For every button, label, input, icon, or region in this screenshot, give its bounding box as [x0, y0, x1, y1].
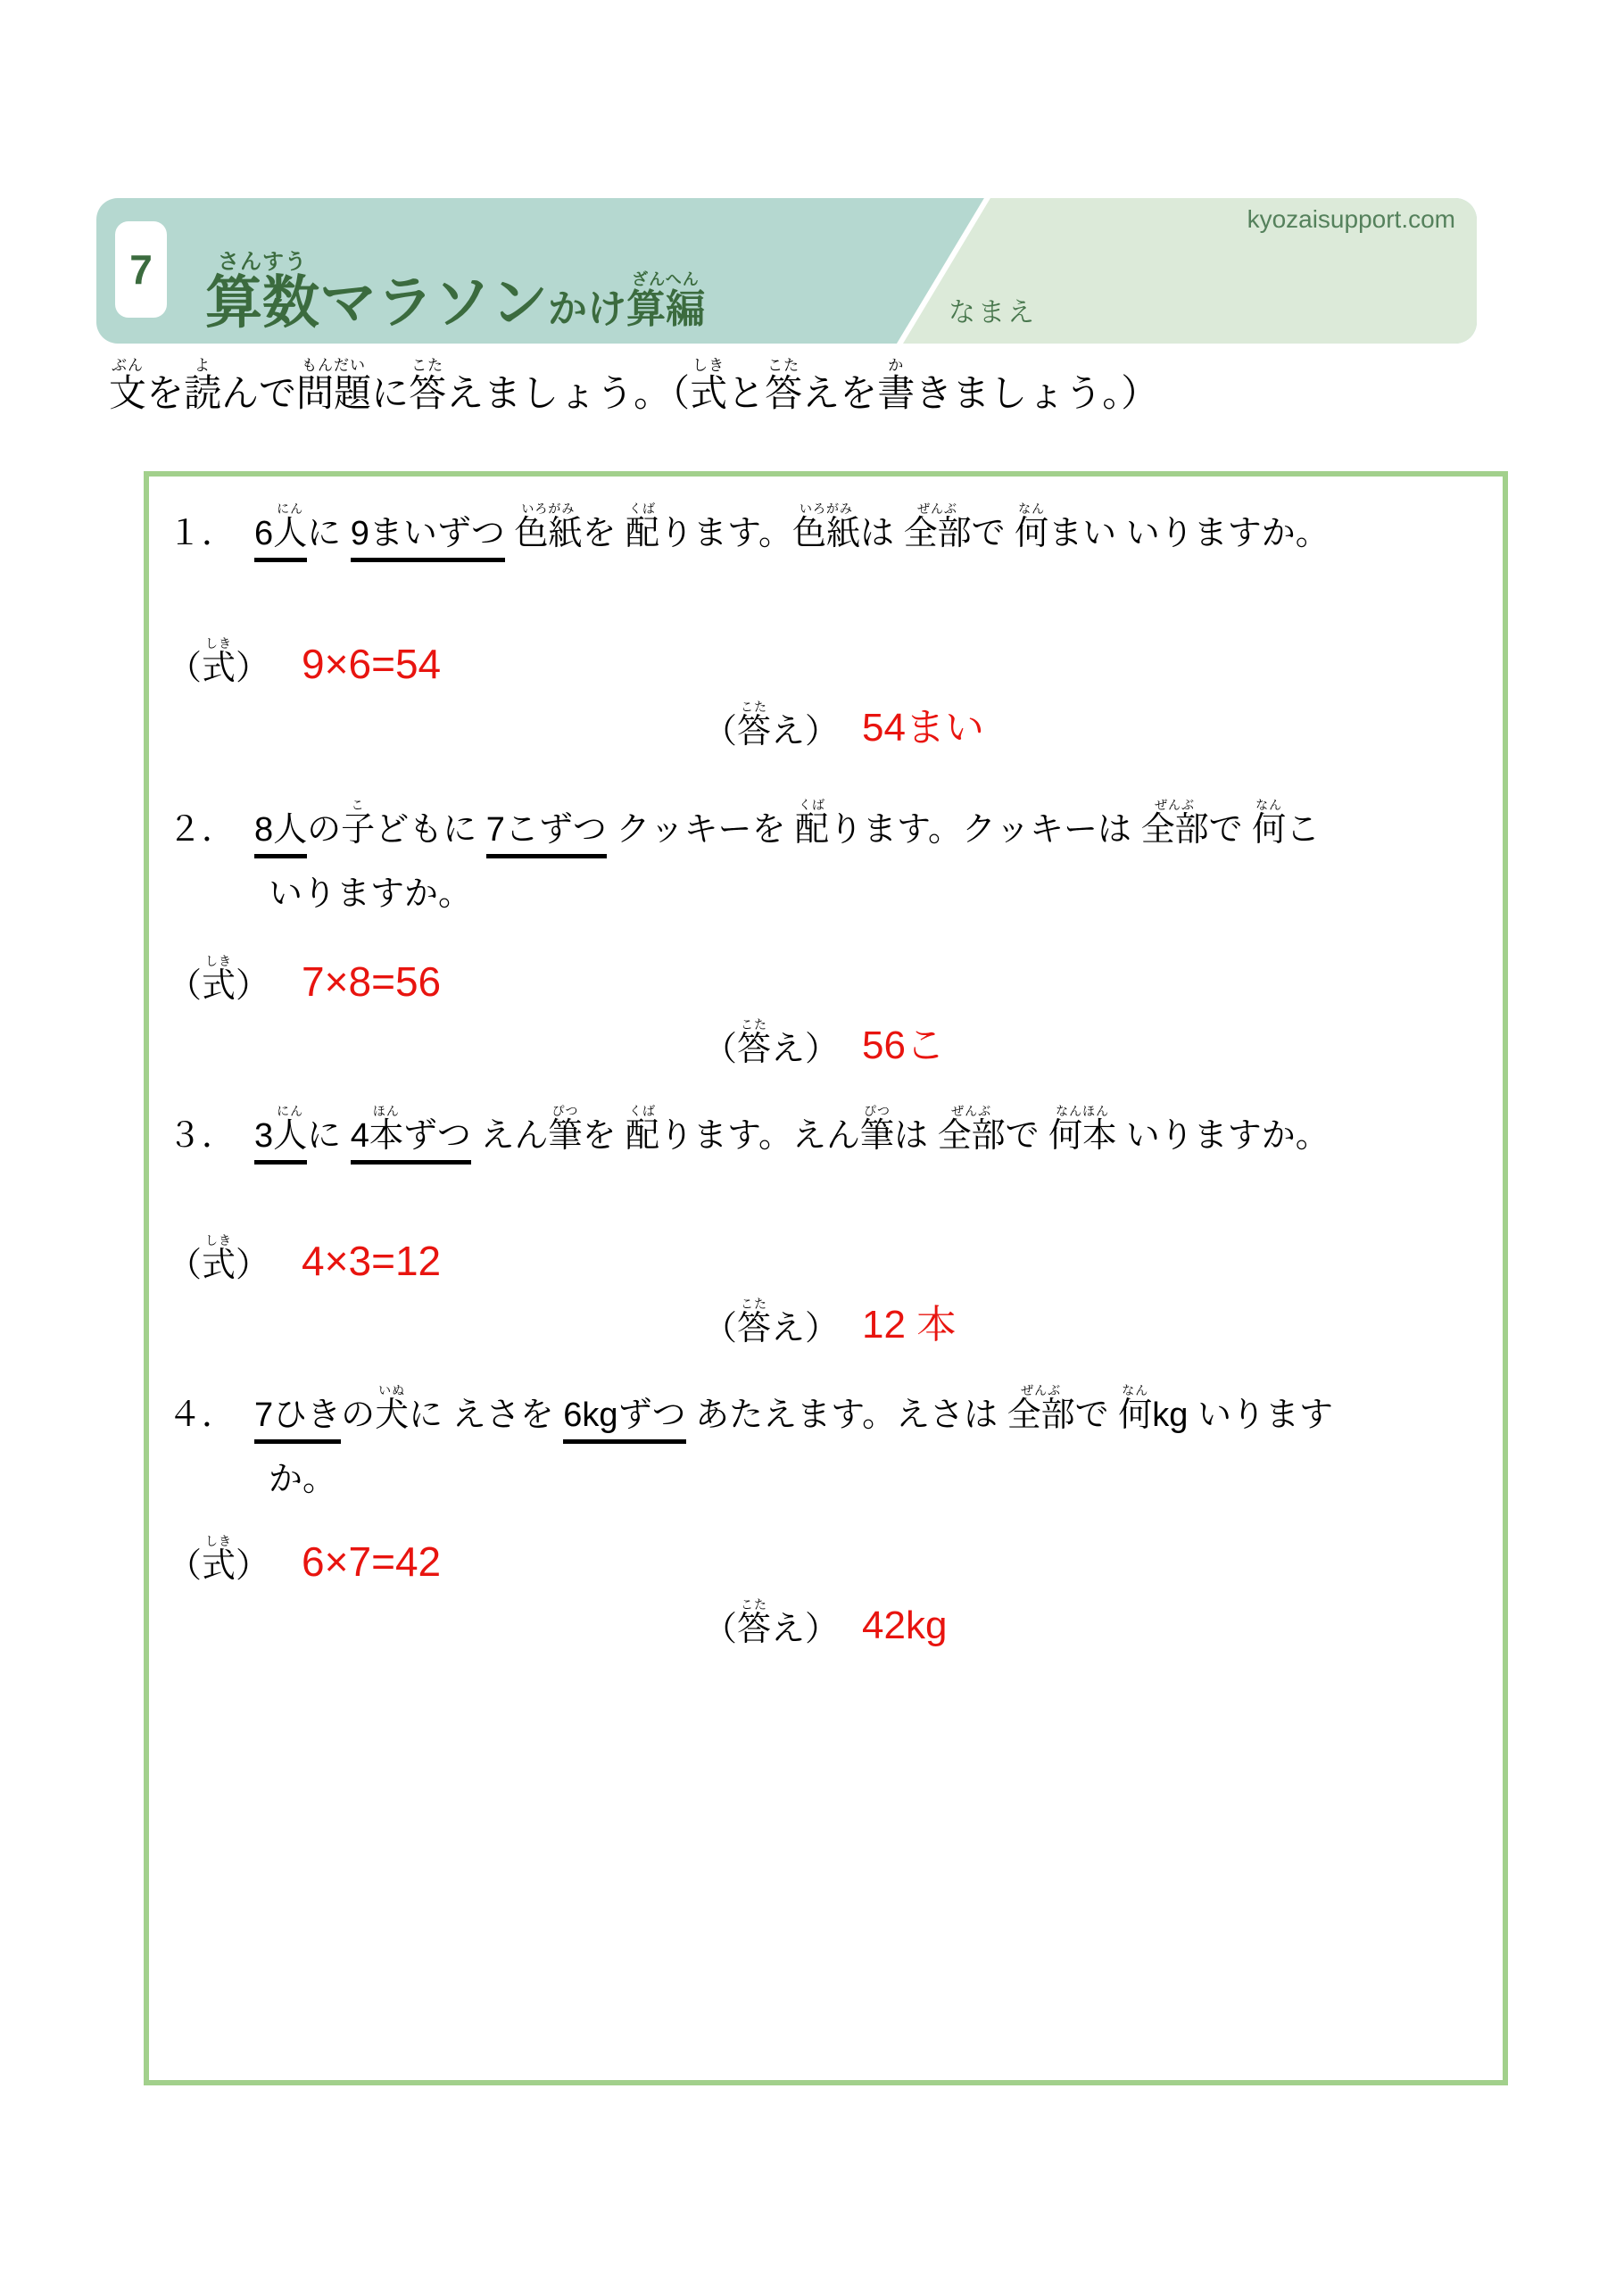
- text-segment: 4: [351, 1117, 369, 1165]
- text-segment: [505, 515, 515, 552]
- text-segment: （: [703, 713, 738, 750]
- answer-line: [703, 1597, 1479, 1646]
- text-segment: 全部ぜんぶ: [937, 1104, 1006, 1155]
- question-text: [254, 501, 1330, 551]
- text-segment: 算数さんすう: [205, 250, 319, 335]
- answer-label: [703, 700, 839, 749]
- text-segment: 問題もんだい: [296, 357, 372, 414]
- text-segment: と: [727, 372, 766, 414]
- question-1: [168, 501, 1479, 749]
- text-segment: 何本なんほん: [1048, 1104, 1117, 1155]
- formula-line: [168, 1233, 1479, 1282]
- question-line: [168, 1383, 1479, 1436]
- question-text: [254, 1383, 1333, 1432]
- text-segment: んで: [221, 372, 297, 414]
- answer-label: [703, 1017, 839, 1066]
- text-segment: 全部ぜんぶ: [1007, 1383, 1075, 1434]
- text-segment: 人にん: [273, 1117, 307, 1165]
- text-segment: （: [703, 1031, 738, 1068]
- text-segment: マラソン: [319, 270, 548, 335]
- formula-label: [168, 954, 269, 1003]
- text-segment: で: [1208, 811, 1253, 849]
- instruction-text: [109, 357, 1158, 412]
- answer-label: [703, 1297, 839, 1346]
- text-segment: 式しき: [202, 954, 236, 1005]
- text-segment: えましょう。（: [446, 372, 691, 414]
- text-segment: きましょう。）: [915, 372, 1159, 414]
- text-segment: 式しき: [202, 1233, 236, 1284]
- text-segment: （: [168, 1547, 203, 1585]
- answer-line: [703, 1017, 1479, 1066]
- text-segment: （: [168, 650, 203, 687]
- question-2: [168, 798, 1479, 1066]
- text-segment: 犬いぬ: [375, 1383, 410, 1434]
- text-segment: 9まいずつ: [351, 515, 505, 562]
- text-segment: ）: [236, 650, 270, 687]
- worksheet-box: [144, 471, 1508, 2085]
- answer-value: 54まい: [862, 705, 984, 750]
- title-sub: [548, 270, 705, 329]
- text-segment: 筆ぴつ: [548, 1104, 583, 1155]
- text-segment: ります。えん: [659, 1117, 861, 1155]
- text-segment: 式しき: [690, 357, 728, 414]
- lesson-number: 7: [129, 246, 153, 293]
- site-url: kyozaisupport.com: [1247, 205, 1455, 233]
- text-segment: 答こた: [765, 357, 803, 414]
- text-segment: ります。: [659, 515, 792, 552]
- formula-label: [168, 636, 269, 685]
- formula-value: 9×6=54: [302, 640, 442, 687]
- text-segment: 算編ざんへん: [626, 270, 705, 331]
- text-segment: 子こ: [341, 798, 376, 849]
- text-segment: 色紙いろがみ: [514, 501, 583, 552]
- formula-line: [168, 636, 1479, 685]
- text-segment: 何なん: [1015, 501, 1049, 552]
- text-segment: 本ほん: [369, 1117, 403, 1165]
- worksheet-box-content: [149, 477, 1503, 1646]
- worksheet-title: [205, 250, 705, 335]
- text-segment: 答こた: [737, 700, 772, 750]
- text-segment: えん: [470, 1117, 549, 1155]
- answer-line: [703, 700, 1479, 749]
- text-segment: （: [168, 967, 203, 1005]
- question-number: １．: [168, 515, 236, 552]
- lesson-number-badge: [115, 221, 167, 318]
- text-segment: の: [307, 811, 342, 849]
- text-segment: に: [307, 1117, 351, 1155]
- question-4: [168, 1383, 1479, 1646]
- text-segment: に: [371, 372, 410, 414]
- text-segment: は: [894, 1117, 938, 1155]
- answer-label: [703, 1597, 839, 1646]
- text-segment: は: [860, 515, 904, 552]
- formula-value: 7×8=56: [302, 957, 442, 1005]
- text-segment: 人にん: [273, 515, 307, 562]
- formula-line: [168, 1534, 1479, 1583]
- text-segment: 式しき: [202, 1534, 236, 1585]
- formula-value: 6×7=42: [302, 1538, 442, 1585]
- text-segment: どもに: [375, 811, 486, 849]
- text-segment: （: [703, 1611, 738, 1648]
- answer-value: 56こ: [862, 1023, 945, 1067]
- text-segment: 答こた: [737, 1297, 772, 1347]
- text-segment: ります。クッキーは: [829, 811, 1141, 849]
- text-segment: 配くば: [626, 1104, 660, 1155]
- text-segment: 式しき: [202, 636, 236, 687]
- question-line: [168, 501, 1479, 554]
- text-segment: 7ひき: [254, 1397, 341, 1444]
- text-segment: 答こた: [409, 357, 447, 414]
- text-segment: 文ぶん: [109, 357, 147, 414]
- text-segment: 何なん: [1118, 1383, 1153, 1434]
- text-segment: を: [582, 1117, 626, 1155]
- text-segment: かけ: [548, 287, 626, 331]
- text-segment: を: [582, 515, 626, 552]
- text-segment: 筆ぴつ: [860, 1104, 895, 1155]
- question-line: [168, 798, 1479, 850]
- text-segment: 配くば: [795, 798, 830, 849]
- text-segment: 8: [254, 811, 273, 858]
- answer-value: 12 本: [862, 1302, 957, 1347]
- text-segment: え）: [771, 1031, 840, 1068]
- question-text-continued: いりますか。: [269, 875, 473, 913]
- name-label: なまえ: [949, 298, 1037, 327]
- text-segment: 書か: [877, 357, 916, 414]
- title-main: [205, 250, 548, 335]
- text-segment: に: [307, 515, 351, 552]
- text-segment: （: [703, 1310, 738, 1347]
- text-segment: 色紙いろがみ: [791, 501, 860, 552]
- question-number: ３．: [168, 1117, 236, 1155]
- text-segment: ）: [236, 1547, 270, 1585]
- text-segment: で: [971, 515, 1015, 552]
- text-segment: 6: [254, 515, 273, 562]
- formula-value: 4×3=12: [302, 1237, 442, 1284]
- text-segment: いりますか。: [1116, 1117, 1330, 1155]
- question-line: [168, 1104, 1479, 1156]
- text-segment: え）: [771, 1310, 840, 1347]
- text-segment: 答こた: [737, 1017, 772, 1068]
- question-3: [168, 1104, 1479, 1346]
- formula-label: [168, 1534, 269, 1583]
- text-segment: え）: [771, 1611, 840, 1648]
- text-segment: え）: [771, 713, 840, 750]
- text-segment: kg いります: [1152, 1397, 1333, 1434]
- text-segment: ）: [236, 967, 270, 1005]
- text-segment: で: [1074, 1397, 1119, 1434]
- text-segment: （: [168, 1247, 203, 1284]
- formula-line: [168, 954, 1479, 1003]
- text-segment: で: [1005, 1117, 1049, 1155]
- text-segment: 3: [254, 1117, 273, 1165]
- text-segment: ）: [236, 1247, 270, 1284]
- text-segment: まい いりますか。: [1048, 515, 1330, 552]
- formula-label: [168, 1233, 269, 1282]
- answer-value: 42kg: [862, 1603, 948, 1647]
- text-segment: の: [341, 1397, 376, 1434]
- text-segment: 答こた: [737, 1597, 772, 1648]
- text-segment: 何なん: [1252, 798, 1287, 849]
- question-text: [254, 1104, 1330, 1153]
- answer-line: [703, 1297, 1479, 1346]
- text-segment: 7こずつ: [486, 811, 607, 858]
- text-segment: ずつ: [403, 1117, 471, 1165]
- text-segment: 読よ: [184, 357, 222, 414]
- text-segment: 配くば: [626, 501, 660, 552]
- text-segment: 全部ぜんぶ: [1140, 798, 1209, 849]
- text-segment: を: [146, 372, 185, 414]
- text-segment: 全部ぜんぶ: [903, 501, 972, 552]
- text-segment: 6kgずつ: [563, 1397, 685, 1444]
- question-text: [254, 798, 1320, 847]
- text-segment: えを: [802, 372, 878, 414]
- text-segment: クッキーを: [606, 811, 796, 849]
- text-segment: あたえます。えさは: [685, 1397, 1007, 1434]
- text-segment: 人: [273, 811, 307, 858]
- text-segment: こ: [1286, 811, 1321, 849]
- text-segment: に えさを: [409, 1397, 564, 1434]
- question-text-continued: か。: [269, 1461, 337, 1498]
- header-band: [96, 198, 1477, 344]
- question-number: ４．: [168, 1397, 236, 1434]
- question-number: ２．: [168, 811, 236, 849]
